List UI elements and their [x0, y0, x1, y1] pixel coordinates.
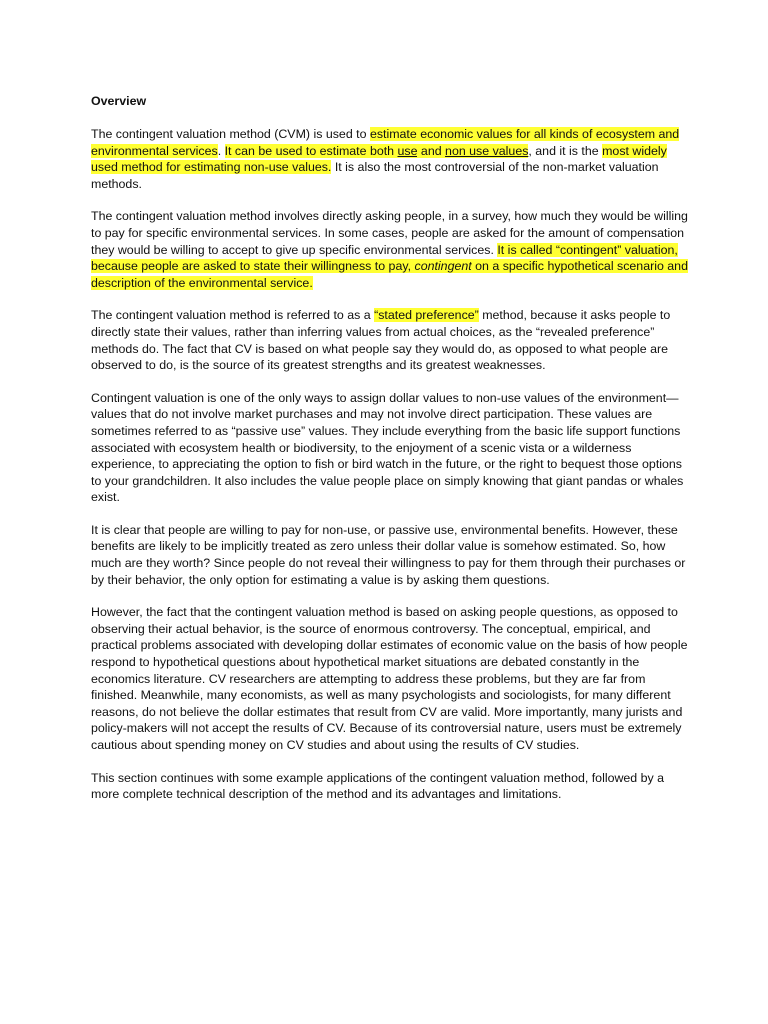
highlighted-text: contingent — [414, 259, 472, 274]
highlighted-text: on a specific hypothetical scenario and description of the environmental service. — [91, 259, 688, 290]
paragraph-2 — [91, 208, 688, 291]
paragraph-6 — [91, 604, 688, 753]
section-heading: Overview — [91, 94, 147, 108]
text-run: The contingent valuation method (CVM) is used to — [91, 127, 370, 141]
paragraph-7 — [91, 770, 688, 803]
highlighted-text: and — [417, 143, 446, 158]
text-run: This section continues with some example applications of the contingent valuation method, followed by a more complete technical description of the method and its advantages and limitations. — [91, 770, 665, 802]
text-run: It is clear that people are willing to pay for non-use, or passive use, environmental benefits. However, these benefits are likely to be implicitly treated as zero unless their dollar value is somehow estimated. So, how much are they worth? Since people do not reveal their willingness to pay for them through their purchases or by their behavior, the only option for estimating a value is by asking them questions. — [91, 522, 686, 587]
text-run: Contingent valuation is one of the only ways to assign dollar values to non-use values of the environment—values that do not involve market purchases and may not involve direct participation. These values are sometimes referred to as “passive use” values. They include everything from the basic life support functions associated with ecosystem health or biodiversity, to the enjoyment of a scenic vista or a wilderness experience, to appreciating the option to fish or bird watch in the future, or the right to bequest those options to your grandchildren. It also includes the value people place on simply knowing that giant pandas or whales exist. — [91, 390, 684, 505]
paragraph-5 — [91, 522, 688, 588]
paragraph-4 — [91, 390, 688, 506]
paragraph-3 — [91, 307, 688, 373]
highlighted-text: use — [397, 143, 418, 158]
highlighted-text: It can be used to estimate both — [224, 143, 398, 158]
highlighted-text: It is called “contingent” valuation, because people are asked to state their willingness to pay, — [91, 242, 678, 274]
document-body — [91, 126, 688, 803]
highlighted-text: “stated preference” — [374, 308, 479, 323]
text-run: The contingent valuation method is referred to as a — [91, 308, 375, 323]
paragraph-1 — [91, 126, 688, 192]
text-run: method, because it asks people to directly state their values, rather than inferring values from actual choices, as the “revealed preference” methods do. The fact that CV is based on what people say they would do, as opposed to what people are observed to do, is the source of its greatest strengths and its greatest weaknesses. — [91, 308, 671, 373]
text-run: It is also the most controversial of the non-market valuation methods. — [91, 160, 659, 191]
text-run: , and it is the — [528, 143, 603, 158]
highlighted-text: non use values — [445, 143, 529, 158]
highlighted-text: estimate economic values for all kinds of ecosystem and environmental services — [91, 127, 680, 158]
text-run: The contingent valuation method involves directly asking people, in a survey, how much they would be willing to pay for specific environmental services. In some cases, people are asked for the amount of compensation they would be willing to accept to give up specific environmental services. — [91, 209, 688, 257]
text-run: . — [217, 143, 225, 158]
highlighted-text: most widely used method for estimating non-use values. — [91, 143, 667, 175]
text-run: However, the fact that the contingent valuation method is based on asking people questions, as opposed to observing their actual behavior, is the source of enormous controversy. The conceptual, empirical, and practical problems associated with developing dollar estimates of economic value on the basis of how people respond to hypothetical questions about hypothetical market situations are debated constantly in the economics literature. CV researchers are attempting to address these problems, but they are far from finished. Meanwhile, many economists, as well as many psychologists and sociologists, for many different reasons, do not believe the dollar estimates that result from CV are valid. More importantly, many jurists and policy-makers will not accept the results of CV. Because of its controversial nature, users must be extremely cautious about spending money on CV studies and about using the results of CV studies. — [91, 605, 688, 752]
